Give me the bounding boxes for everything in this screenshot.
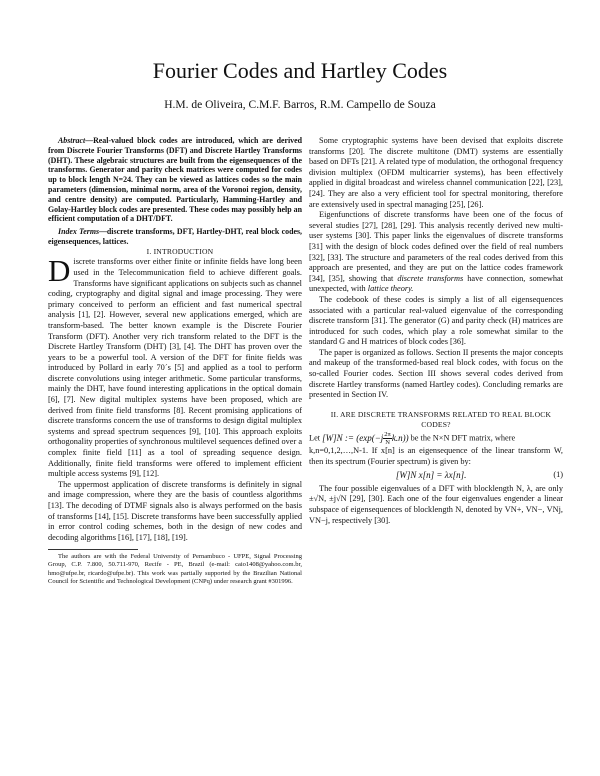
let-prefix: Let (309, 433, 321, 443)
abstract (48, 136, 302, 224)
fraction-denominator: N (385, 439, 390, 447)
dft-matrix-definition (309, 431, 563, 446)
intro-paragraph-4 (309, 210, 563, 295)
index-terms-text: —discrete transforms, DFT, Hartley-DHT, real block codes, eigensequences, lattices. (48, 227, 303, 246)
dropcap-letter: D (48, 253, 71, 289)
paper-authors: H.M. de Oliveira, C.M.F. Barros, R.M. Campello de Souza (164, 99, 436, 111)
footnote-divider (48, 549, 138, 550)
footnote: The authors are with the Federal University of Pernambuco - UFPE, Signal Processing Group, C.P. 7.800, 50.711-970, Recife - PE, Brazil (e-mail: caio1408@yahoo.com.br, hmo@ufpe.br, ricardo@ufpe.br). This work was partially supported by the Brazilian National Council for Scientific and Technological Development (CNPq) under research grant #301996. (48, 553, 302, 585)
intro-paragraph-4-text-b: have connection, somewhat unexpected, with (309, 273, 563, 294)
fraction-numerator: 2π (384, 431, 391, 439)
right-column (309, 136, 563, 526)
index-terms-label: Index Terms (58, 227, 100, 237)
intro-paragraph-4-emphasis-2: lattice theory. (367, 284, 414, 294)
equation-1 (309, 470, 563, 481)
two-pi-over-n-fraction (383, 431, 392, 446)
section-heading-introduction: I. INTRODUCTION (146, 246, 214, 256)
abstract-text: —Real-valued block codes are introduced, which are derived from Discrete Fourier Transforms (DFT) and Discrete Hartley Transforms (DHT). These algebraic structures are built from the eigensequences of the transforms. Generator and parity check matrices were computed for codes up to block length N=24. They can be viewed as lattices codes so the main parameters (dimension, minimal norm, area of the Voronoi region, density, and centre density) are computed. Particularly, Hamming-Hartley and Golay-Hartley block codes are presented. These codes may possibly help an efficient computation of a DHT/DFT. (48, 136, 302, 224)
equation-1-body: [W]N x[n] = λx[n]. (395, 470, 467, 481)
eigensequence-definition: k,n=0,1,2,…,N-1. If x[n] is an eigensequence of the linear transform W, then its spectrum (Fourier spectrum) is given by: (309, 446, 563, 466)
intro-paragraph-6: The paper is organized as follows. Section II presents the major concepts and makeup of the transformed-based real block codes, with focus on the so-called Fourier codes. Section III shows several codes derived from discrete Hartley transforms (named Hartley codes). Concluding remarks are presented in Section IV. (309, 347, 563, 400)
dft-matrix-rhs: k.n)) (391, 433, 409, 444)
intro-paragraph-1 (48, 253, 302, 479)
intro-paragraph-3: Some cryptographic systems have been devised that exploits discrete transforms [20]. The discrete multitone (DMT) systems are essentially based on DFTs [21]. A related type of modulation, the orthogonal frequency division multiplex (OFDM multicarrier systems), has been effectively applied in digital broadcast and wireless channel communication [22], [23], [24]. They are also a very efficient tool for spectral monitoring, therefore are extensively used in spectral managing [25], [26]. (309, 136, 563, 209)
abstract-label: Abstract (58, 136, 86, 145)
left-column (48, 136, 302, 586)
let-suffix: be the N×N DFT matrix, where (408, 433, 516, 443)
intro-paragraph-1-text: iscrete transforms over either finite or infinite fields have long been used in the Telecommunication field to achieve different goals. Transforms have significant applications on subjects such as channel coding, cryptography and digital signal and image processing. They were primary conceived to perform an efficient and fast numerical spectral analysis [1], [2]. However, several new applications emerged, which are transform-based. The better known example is the Discrete Fourier Transform (DFT). Another very rich transform related to the DFT is the Discrete Hartley Transform (DHT) [3], [4]. The DHT has proven over the years to be a powerful tool. A version of the DFT for finite fields was introduced by Pollard in early 70´s [5] and applied as a tool to perform discrete convolutions using integer arithmetic. Some particular transforms, mainly the DHT, have found interesting applications in the optical domain [6], [7]. New digital multiplex systems have been proposed, which are derived from finite field transforms [8]. Recent promising applications of discrete transforms concern the use of transforms to design digital multiplex systems and spread spectrum sequences [9], [10]. This approach exploits orthogonality properties of synchronous multilevel sequences defined over a complex finite field [11] as a tool of spreading sequence design. Additionally, finite field transforms were offered to implement efficient multiple access systems [9], [12]. (48, 257, 302, 479)
dft-matrix-lhs: [W]N := (exp(−j (322, 433, 384, 444)
intro-paragraph-2: The uppermost application of discrete transforms is definitely in signal and image compression, where they are the basis of countless algorithms [13]. The decoding of DTMF signals also is always performed on the basis of transforms [14], [15]. Discrete transforms have been successfully applied in error control coding schemes, both in the design of new codes and decoding algorithms [16], [17], [18], [19]. (48, 479, 302, 542)
intro-paragraph-4-text-a: Eigenfunctions of discrete transforms have been one of the focus of several studies [27], [28], [29]. This analysis recently derived new multi-user systems [30]. This paper links the eigenvalues of discrete transforms [31] with the design of block codes defined over the field of real numbers [32], [33]. The structure and parameters of the real codes derived from this approach are presented, and they are put on the lattice codes framework [34], [35], showing that (309, 210, 563, 283)
index-terms (48, 227, 302, 247)
equation-1-number: (1) (553, 470, 563, 480)
section-heading-2: II. ARE DISCRETE TRANSFORMS RELATED TO REAL BLOCK CODES? (330, 409, 552, 430)
paper-title: Fourier Codes and Hartley Codes (152, 58, 448, 83)
intro-paragraph-4-emphasis-1: discrete transforms (397, 273, 464, 283)
eigenvalues-paragraph: The four possible eigenvalues of a DFT with blocklength N, λ, are only ±√N, ±j√N [29], [30]. Each one of the four eigenvalues engender a linear subspace of eigensequences of blocklength N, denoted by VN+, VN−, VNj, VN−j, respectively [30]. (309, 483, 563, 525)
intro-paragraph-5: The codebook of these codes is simply a list of all eigensequences associated with a particular real-valued eigenvalue of the corresponding discrete transform [31]. The generator (G) and parity check (H) matrices are introduced for such codes, which play a role somewhat similar to the standard G and H matrices of block codes [36]. (309, 294, 563, 347)
